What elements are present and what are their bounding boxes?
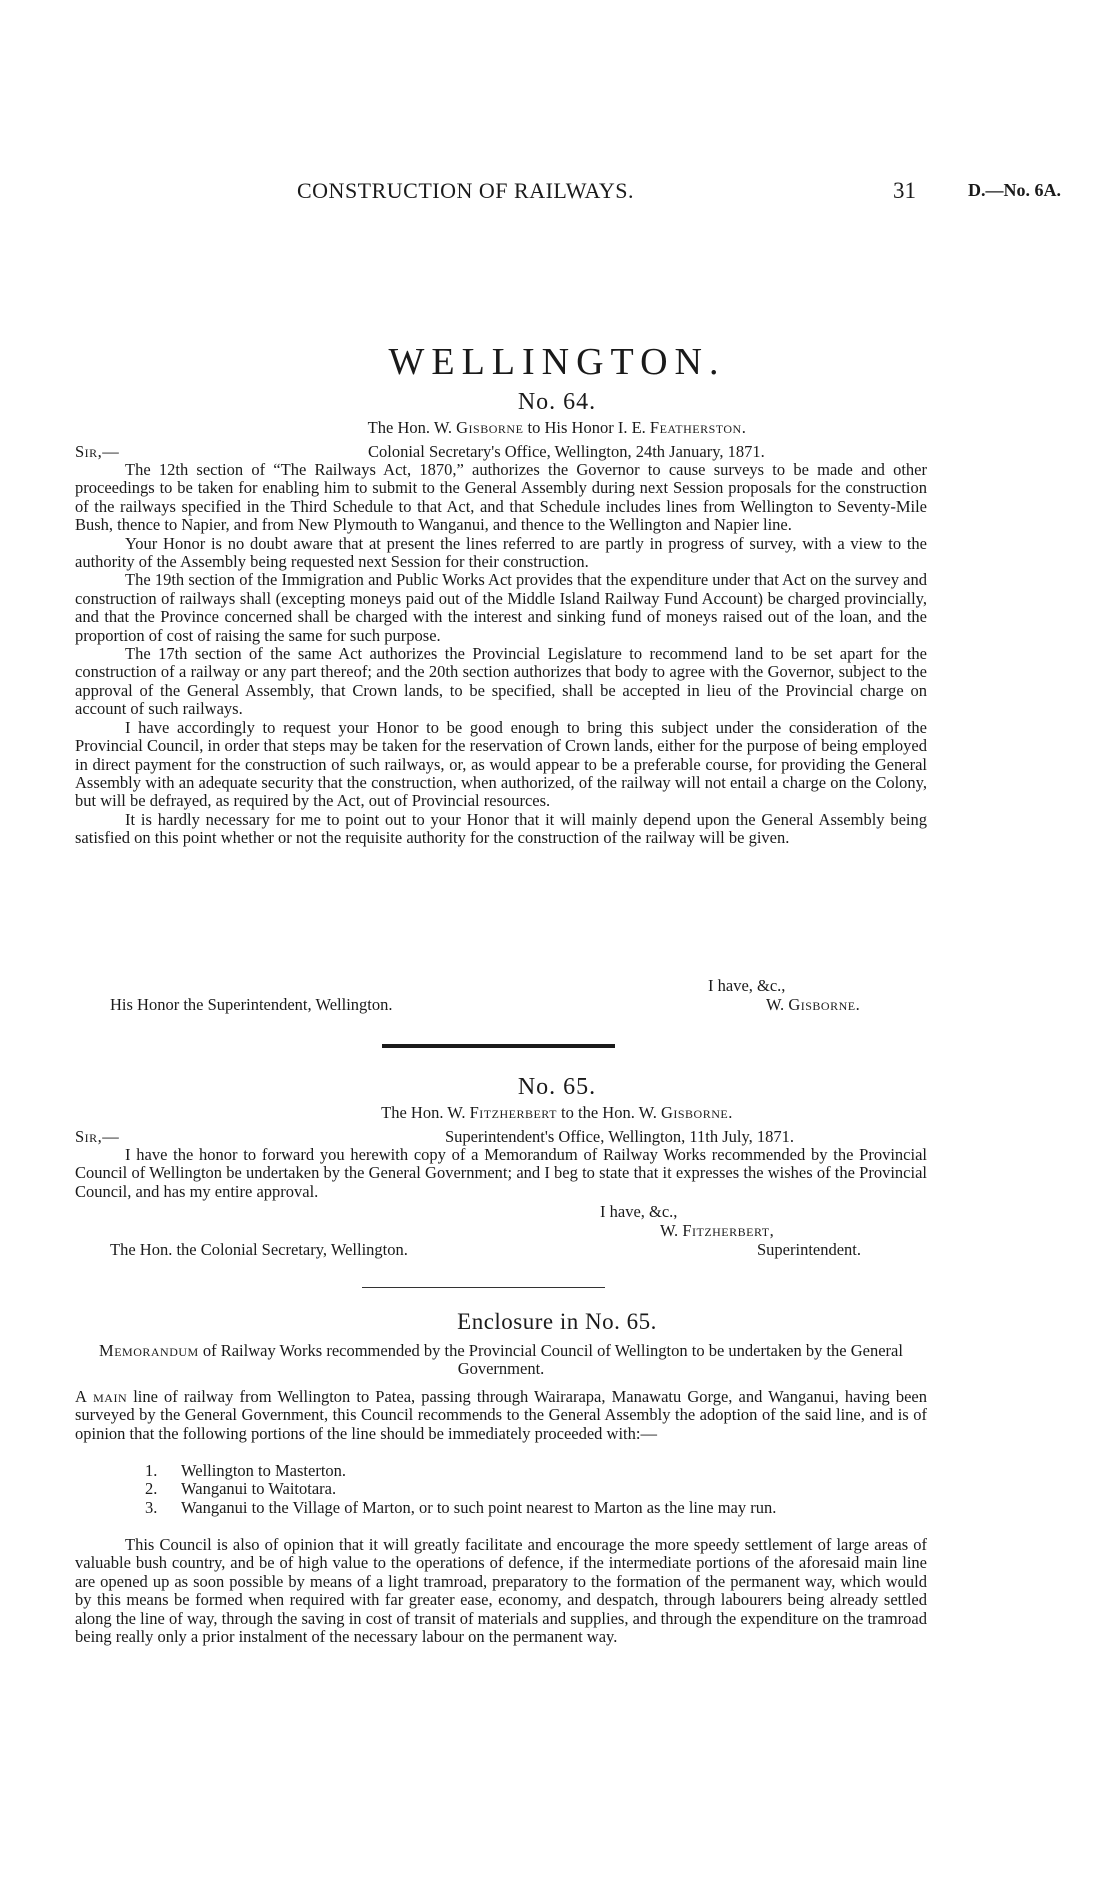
letter-65-dateline: Superintendent's Office, Wellington, 11th July, 1871. (445, 1127, 795, 1146)
section-divider-thick (382, 1044, 615, 1048)
letter-65-from-name: Fitzherbert (469, 1103, 557, 1122)
list-item (145, 1499, 927, 1517)
letter-65-salutation: Sir,— (75, 1127, 120, 1146)
signature-initial: W. (766, 995, 785, 1014)
document-reference: D.—No. 6A. (968, 180, 1061, 200)
letter-64-paragraph: It is hardly necessary for me to point out to your Honor that it will mainly depend upon the General Assembly being satisfied on this point whether or not the requisite authority for the construction of the railway will be given. (75, 809, 927, 848)
letter-64-dateline: Colonial Secretary's Office, Wellington, 24th January, 1871. (368, 442, 765, 461)
list-item-number: 1. (145, 1461, 158, 1480)
list-item-text: Wanganui to the Village of Marton, or to such point nearest to Marton as the line may run. (181, 1497, 777, 1517)
running-title: CONSTRUCTION OF RAILWAYS. (297, 178, 635, 203)
signature-name: Gisborne. (788, 995, 861, 1014)
letter-64-signature (766, 995, 860, 1015)
letter-64-from-prefix: The Hon. W. (367, 418, 453, 437)
letter-64-number: No. 64. (517, 389, 597, 415)
letter-65-to-name: Gisborne. (660, 1103, 733, 1122)
memorandum-line (75, 1342, 927, 1379)
list-item (145, 1462, 927, 1480)
letter-65-addressee: The Hon. the Colonial Secretary, Wellington. (110, 1240, 408, 1259)
letter-64-closing: I have, &c., (708, 976, 786, 995)
list-item (145, 1480, 927, 1498)
letter-64-paragraph: Your Honor is no doubt aware that at present the lines referred to are partly in progress of survey, with a view to the authority of the Assembly being requested next Session for their construction. (75, 533, 927, 572)
memorandum-heading (75, 1342, 927, 1379)
letter-65-paragraph: I have the honor to forward you herewith copy of a Memorandum of Railway Works recommended by the Provincial Council of Wellington be undertaken by the General Government; and I beg to state that it expresses the wishes of the Provincial Council, and has my entire approval. (75, 1145, 927, 1201)
letter-64-to-prefix: to His Honor I. E. (527, 418, 646, 437)
signature-name: Fitzherbert, (682, 1221, 775, 1240)
letter-65-signature (660, 1221, 774, 1241)
letter-64-body (75, 461, 927, 848)
signature-initial: W. (660, 1221, 679, 1240)
enclosure-body-2 (75, 1536, 927, 1646)
letter-64-salutation: Sir,— (75, 442, 120, 461)
memorandum-rest: of Railway Works recommended by the Provincial Council of Wellington to be undertaken by the General Government. (202, 1341, 903, 1379)
enclosure-paragraph: This Council is also of opinion that it will greatly facilitate and encourage the more speedy settlement of large areas of valuable bush country, and be of high value to the operations of defence, if the intermediate portions of the aforesaid main line are opened up as soon possible by means of a light tramroad, preparatory to the formation of the permanent way, which would by this means be formed when required with far greater ease, economy, and despatch, through labourers being already settled along the line of way, through the saving in cost of transit of materials and supplies, and through the expenditure on the tramroad being really only a prior instalment of the necessary labour on the permanent way. (75, 1535, 927, 1647)
letter-65-parties (0, 1103, 1114, 1123)
enclosure-list (145, 1462, 927, 1517)
list-item-text: Wellington to Masterton. (181, 1461, 347, 1480)
list-item-text: Wanganui to Waitotara. (181, 1479, 337, 1499)
list-item-number: 2. (145, 1479, 158, 1499)
letter-65-closing: I have, &c., (600, 1202, 678, 1221)
running-header (0, 178, 1114, 218)
letter-64-paragraph: The 17th section of the same Act authorizes the Provincial Legislature to recommend land to be set apart for the construction of a railway or any part thereof; and the 20th section authorizes that body to agree with the Governor, subject to the approval of the General Assembly, that Crown lands, to be specified, shall be accepted in lieu of the Provincial charge on account of such railways. (75, 644, 927, 719)
letter-65-number: No. 65. (517, 1074, 597, 1100)
enclosure-title: Enclosure in No. 65. (457, 1309, 657, 1334)
letter-64-paragraph: The 12th section of “The Railways Act, 1870,” authorizes the Governor to cause surveys to be made and other proceedings to be taken for enabling him to submit to the General Assembly during next Session proposals for the construction of the railways specified in the Third Schedule to that Act, and that Schedule includes lines from Wellington to Seventy-Mile Bush, thence to Napier, and from New Plymouth to Wanganui, and thence to the Wellington and Napier line. (75, 460, 927, 535)
enclosure-body (75, 1388, 927, 1443)
letter-65-to-prefix: to the Hon. W. (561, 1103, 657, 1122)
list-item-number: 3. (145, 1497, 158, 1517)
letter-64-to-name: Featherston. (649, 418, 747, 437)
main-lead: A main (75, 1387, 128, 1406)
page-number: 31 (893, 178, 916, 203)
letter-65-body (75, 1146, 927, 1201)
section-title: WELLINGTON. (388, 341, 726, 383)
letter-65-from-prefix: The Hon. W. (381, 1103, 466, 1122)
letter-64-paragraph: The 19th section of the Immigration and Public Works Act provides that the expenditure under that Act on the survey and construction of railways shall (excepting moneys paid out of the Middle Island Railway Fund Account) be charged provincially, and that the Province concerned shall be charged with the interest and sinking fund of moneys raised out of the loan, and the proportion of cost of raising the same for such purpose. (75, 570, 927, 645)
letter-65-signature-title: Superintendent. (757, 1240, 862, 1259)
enclosure-paragraph-rest: line of railway from Wellington to Patea, passing through Wairarapa, Manawatu Gorge, and Wanganui, having been surveyed by the General Government, this Council recommends to the General Assembly the adoption of the said line, and is of opinion that the following portions of the line should be immediately proceeded with:— (75, 1387, 927, 1443)
memorandum-lead: Memorandum (99, 1341, 199, 1360)
section-divider-thin (362, 1287, 605, 1288)
letter-64-from-name: Gisborne (456, 418, 524, 437)
letter-64-addressee: His Honor the Superintendent, Wellington. (110, 995, 393, 1014)
enclosure-paragraph (75, 1388, 927, 1443)
letter-64-paragraph: I have accordingly to request your Honor to be good enough to bring this subject under the consideration of the Provincial Council, in order that steps may be taken for the reservation of Crown lands, either for the purpose of being employed in direct payment for the construction of such railways, or, as would appear to be a preferable course, for providing the General Assembly with an adequate security that the construction, when authorized, of the railway will not entail a charge on the Colony, but will be defrayed, as required by the Act, out of Provincial resources. (75, 717, 927, 811)
letter-64-parties (0, 418, 1114, 438)
